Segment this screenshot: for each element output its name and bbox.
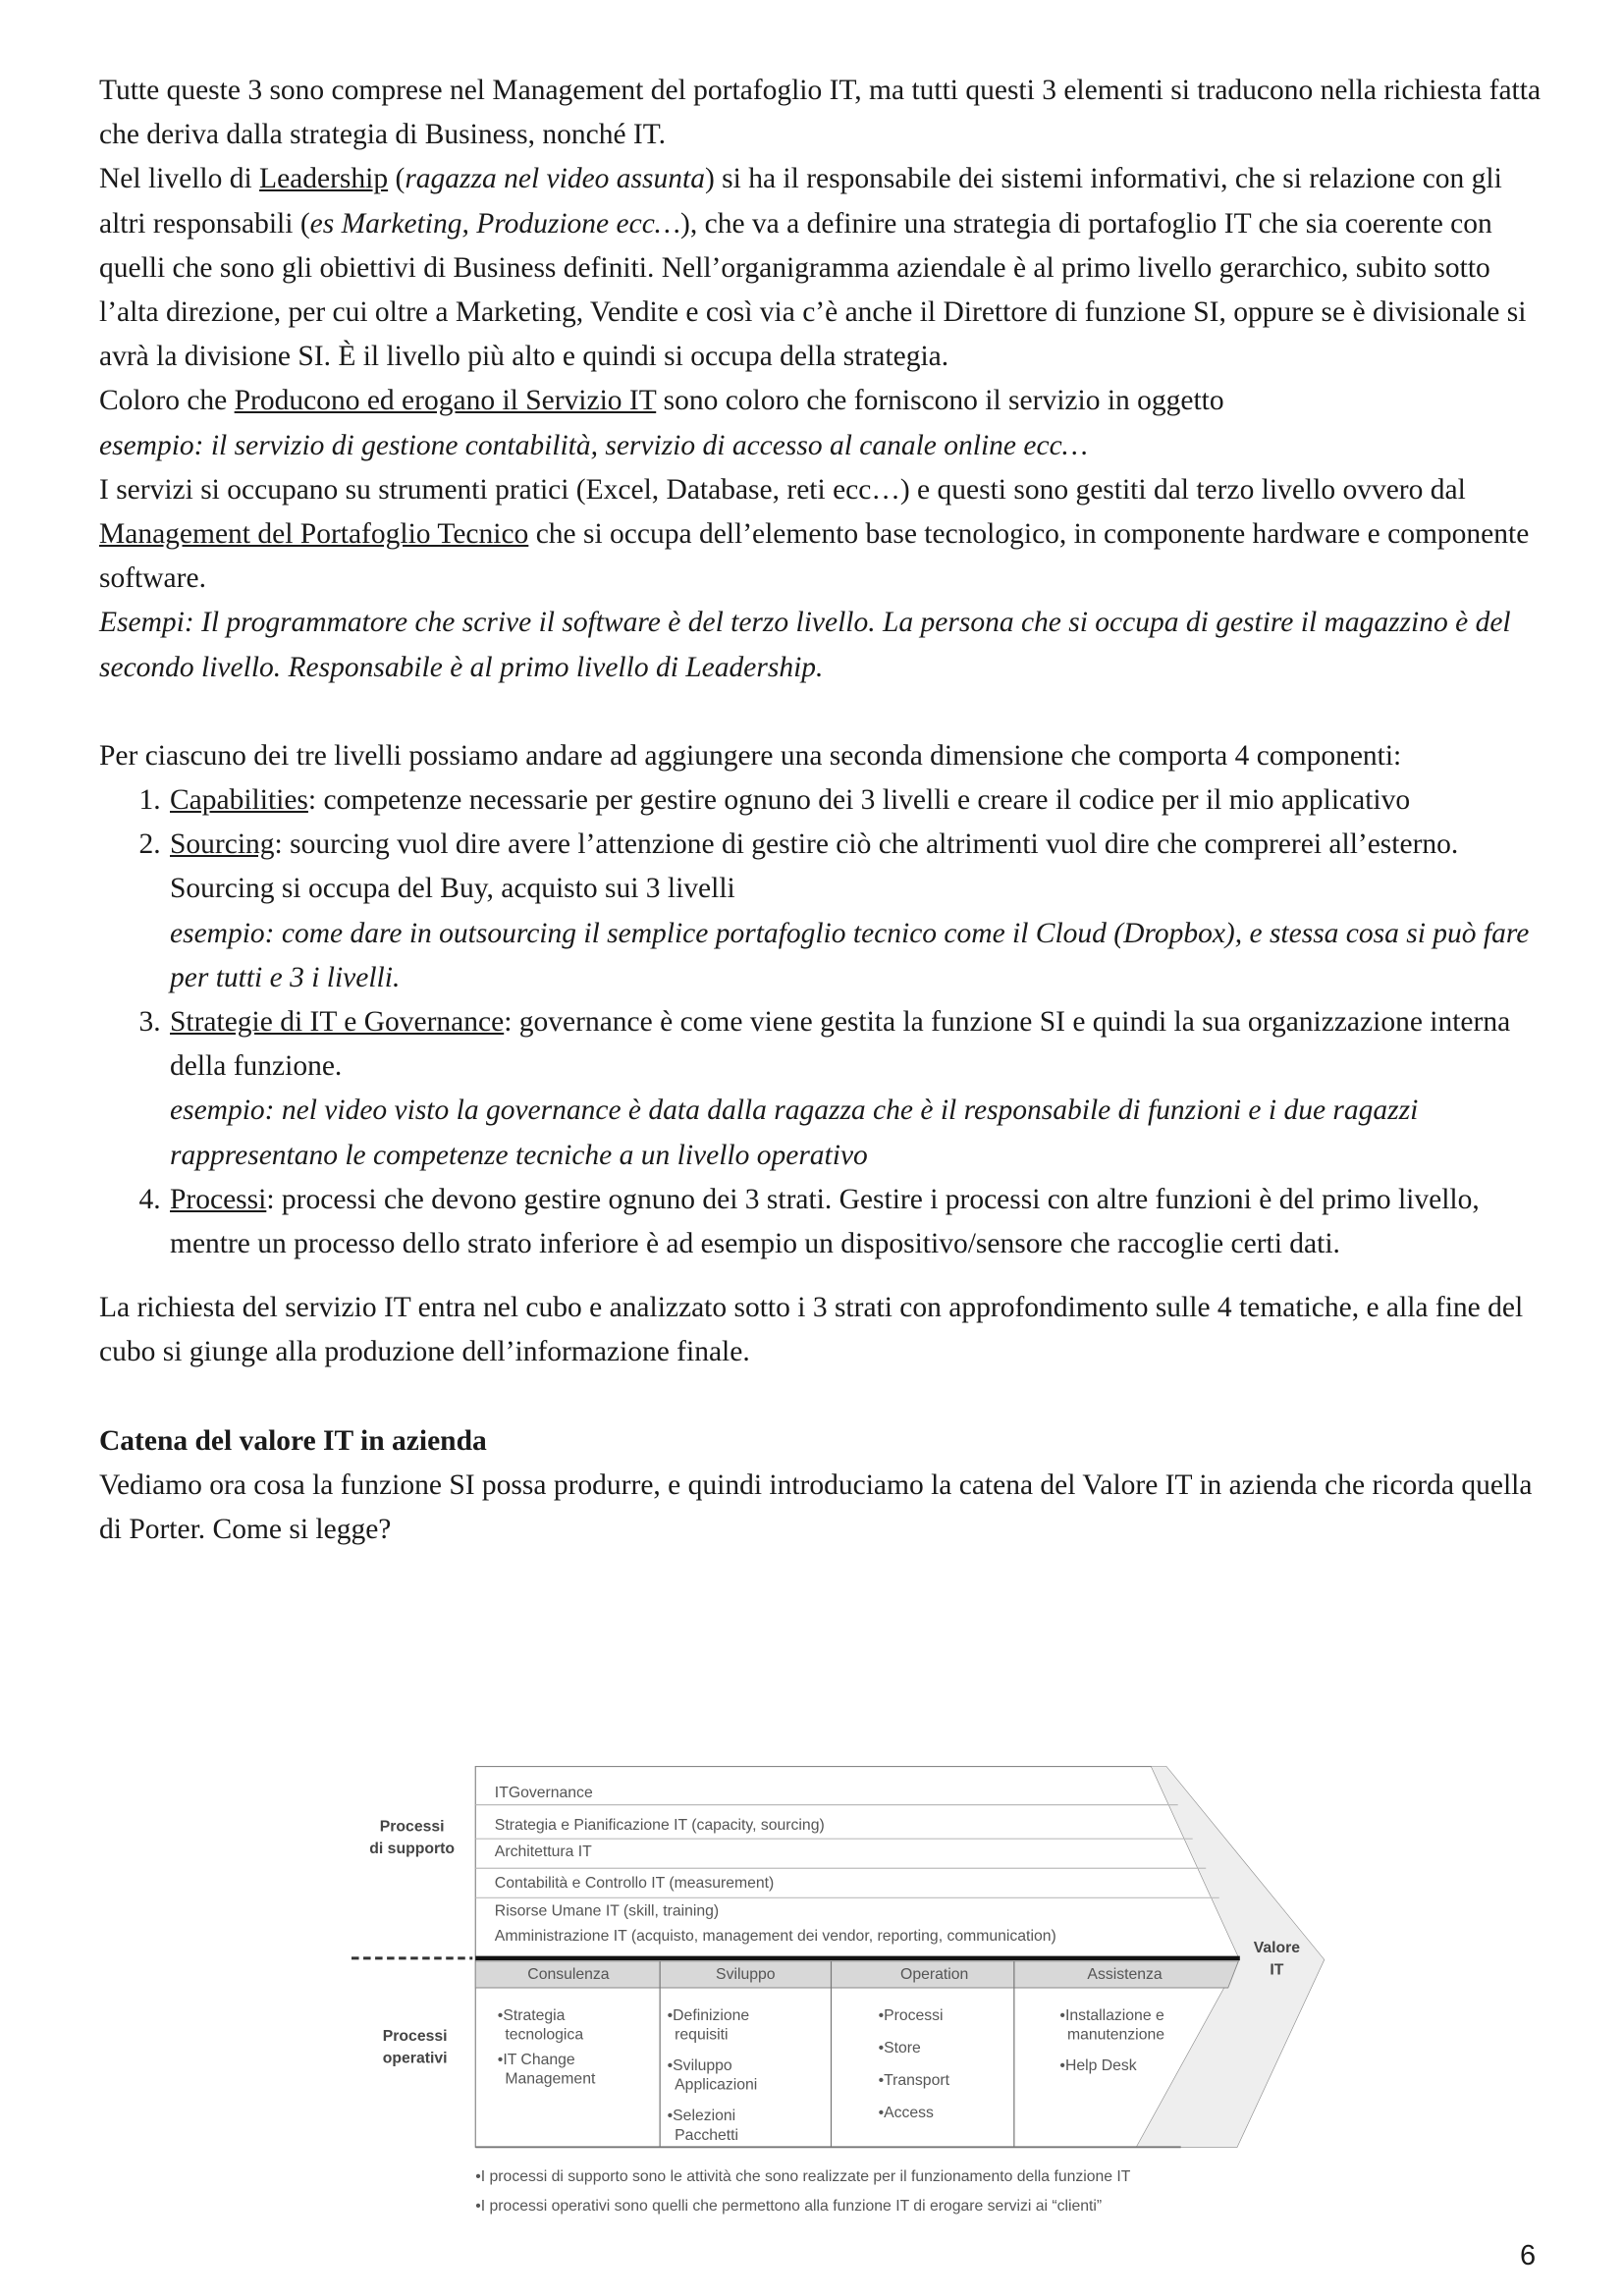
text-run: : governance è come viene gestita la funzione SI e quindi la sua organizzazione interna della funzione. [170,1006,1511,1083]
text-run: ) si ha il responsabile dei sistemi informativi, che si relazione con gli altri responsabili ( [99,163,1502,240]
italic-text: esempio: come dare in outsourcing il semplice portafoglio tecnico come il Cloud (Dropbox), e stessa cosa si può fare per tutti e 3 i livelli. [170,917,1530,993]
text-run: : sourcing vuol dire avere l’attenzione di gestire ciò che altrimenti vuol dire che comprerei all’esterno. Sourcing si occupa del Buy, acquisto sui 3 livelli [170,828,1459,905]
text-run: Per ciascuno dei tre livelli possiamo andare ad aggiungere una seconda dimensione che comporta 4 componenti: [99,739,1402,772]
list-item [168,823,1542,1000]
column-header: Assistenza [1087,1965,1163,1983]
text-run: I servizi si occupano su strumenti pratici (Excel, Database, reti ecc…) e questi sono gestiti dal terzo livello ovvero dal [99,473,1466,506]
paragraph [99,1464,1542,1552]
underlined-term: Processi [170,1183,267,1215]
paragraph [99,424,1542,468]
spacer [99,690,1542,734]
italic-text: esempio: nel video visto la governance è data dalla ragazza che è il responsabile di funzioni e i due ragazzi rappresentano le competenze tecniche a un livello operativo [170,1095,1419,1171]
document-body [99,69,1542,1552]
paragraph [99,734,1542,778]
text-run: Nel livello di [99,163,260,195]
paragraph [99,157,1542,379]
section-heading: Catena del valore IT in azienda [99,1424,487,1457]
support-row: Architettura IT [494,1843,592,1861]
column-item: Applicazioni [675,2076,758,2094]
spacer [99,1266,1542,1286]
column-item: •Processi [878,2007,944,2025]
text-run: ( [388,163,406,195]
text-run: Tutte queste 3 sono comprese nel Management del portafoglio IT, ma tutti questi 3 elementi si traducono nella richiesta fatta che deriva dalla strategia di Business, nonché IT. [99,75,1542,151]
support-row: Contabilità e Controllo IT (measurement) [494,1874,775,1892]
column-item: manutenzione [1066,2026,1164,2044]
paragraph [99,468,1542,602]
underlined-term: Management del Portafoglio Tecnico [99,518,529,551]
italic-text: esempio: il servizio di gestione contabilità, servizio di accesso al canale online ecc… [99,429,1088,461]
text-run: La richiesta del servizio IT entra nel cubo e analizzato sotto i 3 strati con approfondimento sulle 4 tematiche, e alla fine del cubo si giunge alla produzione dell’informazione finale. [99,1292,1524,1368]
column-item: requisiti [675,2026,729,2044]
underlined-term: Sourcing [170,828,275,861]
support-row: Strategia e Pianificazione IT (capacity, sourcing) [494,1817,825,1835]
operative-label: operativi [382,2050,448,2067]
column-header: Operation [900,1965,969,1983]
support-row: Risorse Umane IT (skill, training) [494,1902,720,1920]
column-item: •Strategia [497,2007,566,2025]
column-item: •Help Desk [1059,2057,1137,2075]
column-item: tecnologica [505,2026,584,2044]
list-item [168,1178,1542,1266]
diagram-note: •I processi operativi sono quelli che permettono alla funzione IT di erogare servizi ai “clienti” [475,2197,1103,2215]
italic-text: es Marketing, Produzione ecc… [309,207,681,240]
support-label: Processi [379,1818,445,1836]
column-item: •Installazione e [1059,2007,1164,2025]
underlined-term: Capabilities [170,784,308,817]
text-run: ), che va a definire una strategia di portafoglio IT che sia coerente con quelli che sono gli obiettivi di Business definiti. Nell’organigramma aziendale è al primo livello gerarchico, subito sotto l’alta direzione, per cui oltre a Marketing, Vendite e così via c’è anche il Direttore di funzione SI, oppure se è divisionale si avrà la divisione SI. È il livello più alto e quindi si occupa della strategia. [99,207,1527,373]
column-header: Consulenza [527,1965,610,1983]
underlined-term: Strategie di IT e Governance [170,1006,505,1039]
operative-label: Processi [382,2028,448,2046]
support-label: di supporto [369,1841,455,1858]
underlined-term: Leadership [259,163,389,195]
support-row: ITGovernance [494,1785,593,1802]
paragraph [99,601,1542,689]
underlined-term: Producono ed erogano il Servizio IT [234,385,657,417]
column-item: Pacchetti [675,2126,739,2144]
column-item: •Transport [878,2072,949,2090]
numbered-list [99,778,1542,1266]
text-run: sono coloro che forniscono il servizio in oggetto [656,385,1224,417]
value-label: Valore [1253,1939,1301,1956]
page-number: 6 [1520,2240,1537,2271]
column-item: •Access [878,2105,934,2122]
column-item: Management [505,2070,596,2088]
text-run: che si occupa dell’elemento base tecnologico, in componente hardware e componente software. [99,518,1530,595]
column-header: Sviluppo [716,1965,776,1983]
text-run: Vediamo ora cosa la funzione SI possa produrre, e quindi introduciamo la catena del Valore IT in azienda che ricorda quella di Porter. Come si legge? [99,1468,1533,1546]
it-value-chain-diagram [340,1756,1343,2228]
paragraph [99,69,1542,157]
text-run: Coloro che [99,385,235,417]
column-item: •Definizione [667,2007,750,2025]
list-item [168,1000,1542,1178]
column-item: •Store [878,2040,921,2057]
text-run: : competenze necessarie per gestire ognuno dei 3 livelli e creare il codice per il mio applicativo [307,784,1411,817]
paragraph [99,1419,1542,1464]
column-item: •Selezioni [667,2108,736,2125]
column-item: •IT Change [497,2052,575,2069]
diagram-note: •I processi di supporto sono le attività che sono realizzate per il funzionamento della funzione IT [475,2167,1131,2185]
paragraph [99,1286,1542,1374]
list-item [168,778,1542,823]
spacer [99,1375,1542,1419]
support-row: Amministrazione IT (acquisto, management dei vendor, reporting, communication) [494,1927,1056,1945]
value-label: IT [1270,1961,1284,1979]
column-item: •Sviluppo [667,2057,732,2075]
paragraph [99,379,1542,423]
text-run: : processi che devono gestire ognuno dei 3 strati. Gestire i processi con altre funzioni è del primo livello, mentre un processo dello strato inferiore è ad esempio un dispositivo/sensore che raccoglie certi dati. [170,1183,1480,1260]
italic-text: ragazza nel video assunta [405,163,705,195]
italic-text: Esempi: Il programmatore che scrive il software è del terzo livello. La persona che si occupa di gestire il magazzino è del secondo livello. Responsabile è al primo livello di Leadership. [99,607,1511,683]
